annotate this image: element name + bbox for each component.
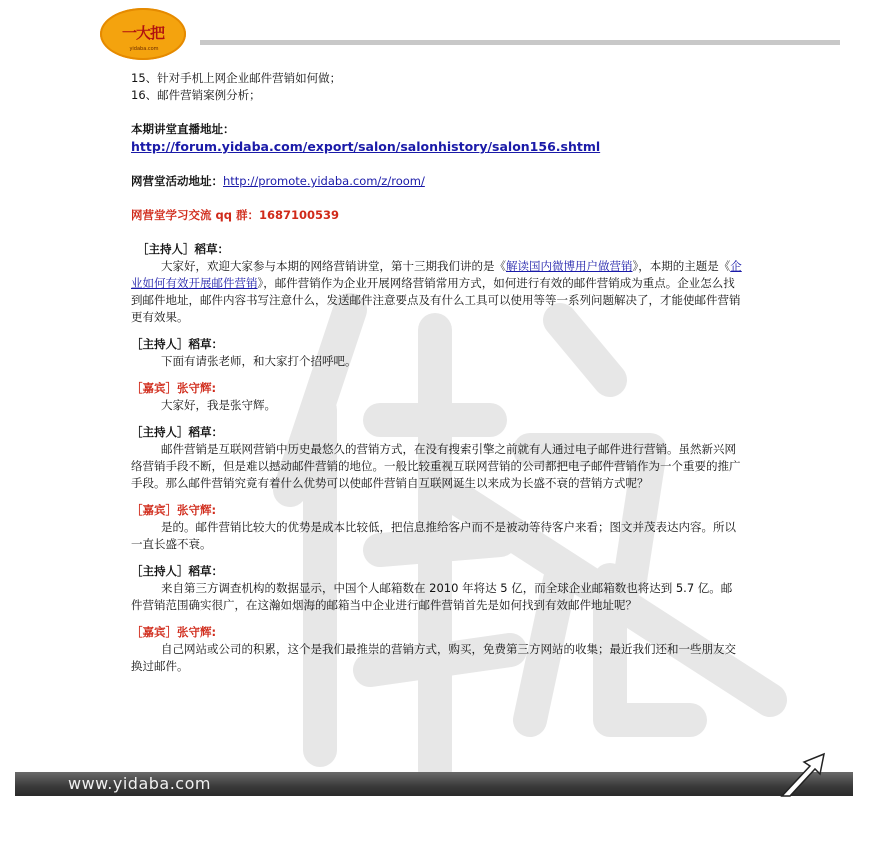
list-item-15: 15、针对手机上网企业邮件营销如何做； <box>131 71 342 85</box>
guest-message: 是的。邮件营销比较大的优势是成本比较低，把信息推给客户而不是被动等待客户来看；图文并茂表达内容。所以一直长盛不衰。 <box>131 520 736 551</box>
logo-subtext: yidaba.com <box>129 46 159 52</box>
intro-text-2: 》，本期的主题是《 <box>632 259 731 273</box>
activity-address-label: 网营堂活动地址： <box>131 174 223 188</box>
guest-label: ［嘉宾］张守辉: <box>131 625 217 639</box>
link-email-marketing[interactable]: 企业如何有效开展邮件营销 <box>131 259 742 290</box>
host-label: ［主持人］稻草： <box>137 242 229 256</box>
intro-paragraph <box>131 258 743 326</box>
host-message: 邮件营销是互联网营销中历史最悠久的营销方式，在没有搜索引擎之前就有人通过电子邮件进行营销。虽然新兴网络营销手段不断，但是难以撼动邮件营销的地位。一般比较重视互联网营销的公司都把电子邮件营销作为一个重要的推广手段。那么邮件营销究竟有着什么优势可以使邮件营销自互联网诞生以来成为长盛不衰的营销方式呢？ <box>131 442 741 490</box>
intro-text-1: 大家好，欢迎大家参与本期的网络营销讲堂，第十三期我们讲的是《 <box>161 259 506 273</box>
intro-text-3: 》，邮件营销作为企业开展网络营销常用方式，如何进行有效的邮件营销成为重点。企业怎么找到邮件地址，邮件内容书写注意什么，发送邮件注意要点及有什么工具可以使用等等一系列问题解决了，才能使邮件营销更有效果。 <box>131 276 741 324</box>
qq-group-line: 网营堂学习交流 qq 群：1687100539 <box>131 208 339 222</box>
site-logo[interactable] <box>100 8 188 62</box>
guest-label: ［嘉宾］张守辉: <box>131 503 217 517</box>
activity-address-link[interactable]: http://promote.yidaba.com/z/room/ <box>223 174 425 188</box>
document-body <box>131 70 743 675</box>
guest-label: ［嘉宾］张守辉: <box>131 381 217 395</box>
host-label: ［主持人］稻草： <box>131 337 223 351</box>
live-address-link[interactable]: http://forum.yidaba.com/export/salon/salonhistory/salon156.shtml <box>131 139 601 154</box>
host-label: ［主持人］稻草： <box>131 425 223 439</box>
link-weibo-marketing[interactable]: 解读国内微博用户做营销 <box>506 259 633 273</box>
host-message: 来自第三方调查机构的数据显示，中国个人邮箱数在 2010 年将达 5 亿，而全球企业邮箱数也将达到 5.7 亿。邮件营销范围确实很广，在这瀚如烟海的邮箱当中企业进行邮件营销首先是如何找到有效邮件地址呢？ <box>131 581 733 612</box>
header-rule <box>200 40 840 45</box>
guest-message: 自己网站或公司的积累，这个是我们最推崇的营销方式，购买，免费第三方网站的收集；最近我们还和一些朋友交换过邮件。 <box>131 642 736 673</box>
footer-url[interactable]: www.yidaba.com <box>68 774 211 793</box>
host-message: 下面有请张老师，和大家打个招呼吧。 <box>161 354 357 368</box>
logo-text: 一大把 <box>121 24 164 42</box>
list-item-16: 16、邮件营销案例分析； <box>131 88 261 102</box>
host-label: ［主持人］稻草： <box>131 564 223 578</box>
live-address-label: 本期讲堂直播地址： <box>131 122 235 136</box>
guest-message: 大家好，我是张守辉。 <box>161 398 276 412</box>
arrow-up-icon <box>780 752 830 798</box>
